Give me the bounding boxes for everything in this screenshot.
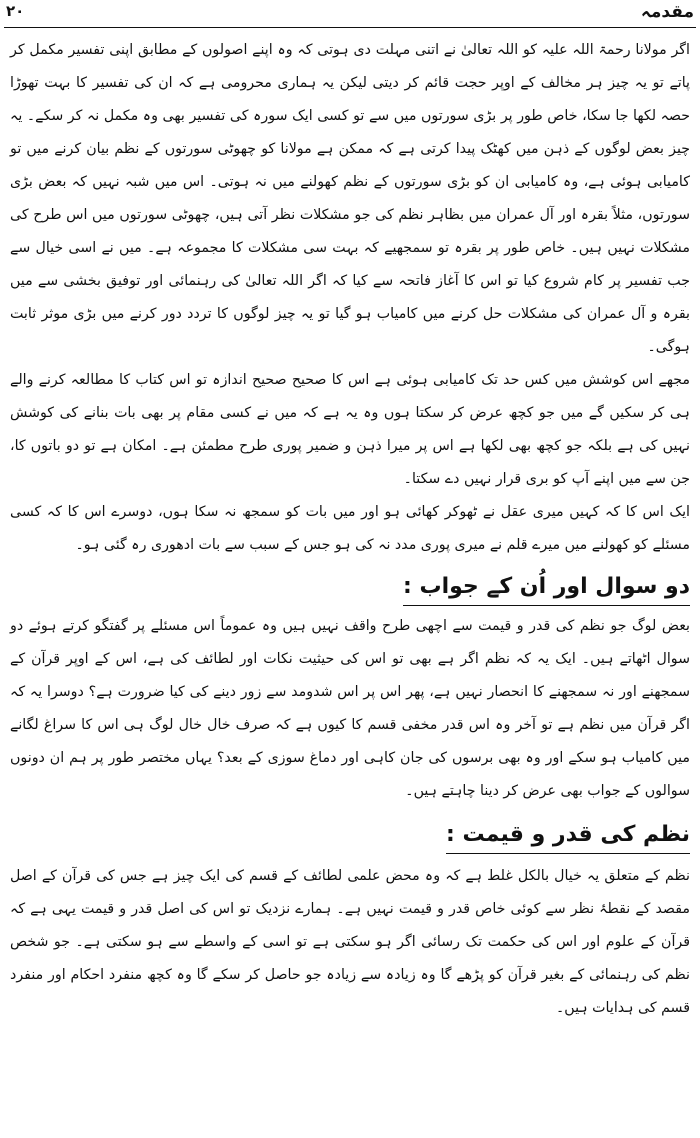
page-number: ۲۰ [6, 2, 25, 20]
paragraph: نظم کے متعلق یہ خیال بالکل غلط ہے کہ وہ محض علمی لطائف کے قسم کی ایک چیز ہے جس کی قرآن کے اصل مقصد کے نقطۂ نظر سے کوئی خاص قدر و قیمت نہیں ہے۔ ہمارے نزدیک تو اس کی اصل قدر و قیمت یہی ہے کہ قرآن کے علوم اور اس کی حکمت تک رسائی اگر ہو سکتی ہے تو اسی کے واسطے سے ہو سکتی ہے۔ جو شخص نظم کی رہنمائی کے بغیر قرآن کو پڑھے گا وہ زیادہ سے زیادہ جو حاصل کر سکے گا وہ کچھ منفرد احکام اور منفرد قسم کی ہدایات ہیں۔ [10, 868, 690, 1016]
paragraph: مجھے اس کوشش میں کس حد تک کامیابی ہوئی ہے اس کا صحیح صحیح اندازہ تو اس کتاب کا مطالعہ کرنے والے ہی کر سکیں گے میں جو کچھ عرض کر سکتا ہوں وہ یہ ہے کہ میں نے کسی مقام پر بھی بات بنانے کی کوشش نہیں کی ہے بلکہ جو کچھ بھی لکھا ہے اس پر میرا ذہن و ضمیر پوری طرح مطمئن ہے۔ امکان ہے تو دو باتوں کا، جن سے میں اپنے آپ کو بری قرار نہیں دے سکتا۔ [10, 372, 690, 487]
page-header [0, 0, 700, 28]
section-heading-wrap [10, 570, 690, 606]
section-heading: نظم کی قدر و قیمت : [446, 818, 690, 854]
header-rule [4, 27, 696, 28]
section-heading-wrap [10, 818, 690, 854]
paragraph: اگر مولانا رحمۃ اللہ علیہ کو اللہ تعالیٰ نے اتنی مہلت دی ہوتی کہ وہ اپنے اصولوں کے مطابق اپنی تفسیر مکمل کر پاتے تو یہ چیز ہر مخالف کے اوپر حجت قائم کر دیتی لیکن یہ ہماری محرومی ہے کہ ان کی تفسیر کا بہت تھوڑا حصہ لکھا جا سکا، خاص طور پر بڑی سورتوں میں سے تو کسی ایک سورہ کی تفسیر بھی وہ مکمل نہ کر سکے۔ یہ چیز بعض لوگوں کے ذہن میں کھٹک پیدا کرتی ہے کہ ممکن ہے مولانا کو چھوٹی سورتوں کے نظم بیان کرنے میں تو کامیابی ہوئی ہے، وہ کامیابی ان کو بڑی سورتوں کے نظم کھولنے میں نہ ہوتی۔ اس میں شبہ نہیں کہ بعض بڑی سورتوں، مثلاً بقرہ اور آل عمران میں بظاہر نظم کی جو مشکلات نظر آتی ہیں، چھوٹی سورتوں میں اس طرح کی مشکلات نہیں ہیں۔ خاص طور پر بقرہ تو سمجھیے کہ بہت سی مشکلات کا مجموعہ ہے۔ میں نے اسی خیال سے جب تفسیر پر کام شروع کیا تو اس کا آغاز فاتحہ سے کیا کہ اگر اللہ تعالیٰ کی رہنمائی اور توفیق بخشی سے میں بقرہ و آل عمران کی مشکلات حل کرنے میں کامیاب ہو گیا تو یہ چیز لوگوں کا تردد دور کرنے میں بڑی موثر ثابت ہوگی۔ [10, 42, 690, 355]
paragraph: ایک اس کا کہ کہیں میری عقل نے ٹھوکر کھائی ہو اور میں بات کو سمجھ نہ سکا ہوں، دوسرے اس کا کہ کسی مسئلے کو کھولنے میں میرے قلم نے میری پوری مدد نہ کی ہو جس کے سبب سے بات ادھوری رہ گئی ہو۔ [10, 504, 690, 553]
page-body [10, 34, 690, 1025]
paragraph: بعض لوگ جو نظم کی قدر و قیمت سے اچھی طرح واقف نہیں ہیں وہ عموماً اس مسئلے پر گفتگو کرتے ہوئے دو سوال اٹھاتے ہیں۔ ایک یہ کہ نظم اگر ہے بھی تو اس کی حیثیت نکات اور لطائف کی ہے، اس کے اوپر قرآن کے سمجھنے اور نہ سمجھنے کا انحصار نہیں ہے، پھر اس پر اس شدومد سے زور دینے کی کیا ضرورت ہے؟ دوسرا یہ کہ اگر قرآن میں نظم ہے تو آخر وہ اس قدر مخفی قسم کا کیوں ہے کہ صرف خال خال لوگ ہی اس کا سراغ لگانے میں کامیاب ہو سکے اور وہ بھی برسوں کی جان کاہی اور دماغ سوزی کے بعد؟ یہاں مختصر طور پر ہم ان دونوں سوالوں کے جواب بھی عرض کر دینا چاہتے ہیں۔ [10, 618, 690, 799]
section-heading: دو سوال اور اُن کے جواب : [403, 570, 690, 606]
running-head: مقدمہ [640, 2, 694, 22]
